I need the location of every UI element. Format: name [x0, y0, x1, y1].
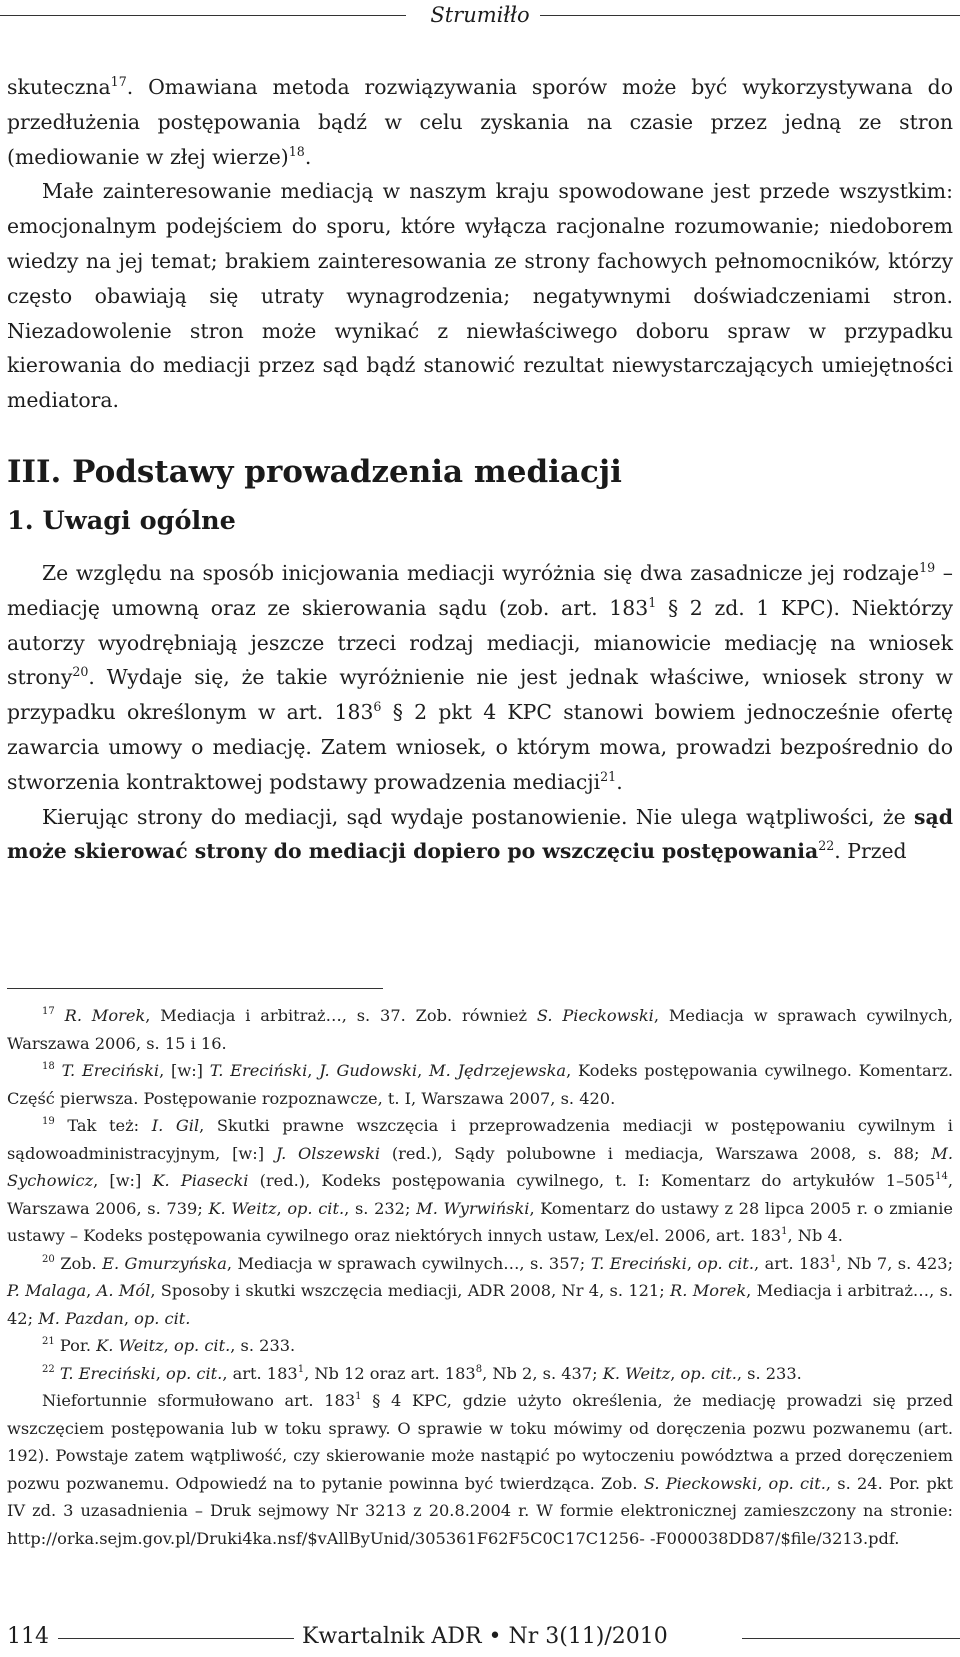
author: K. Weitz [602, 1363, 671, 1383]
text-span: § 4 KPC, gdzie użyto określenia, że mediację prowadzi się przed wszczęciem postępowania lub w toku sprawy. O sprawie w toku mówimy od doręczenia pozwu pozwanemu (art. 192). Powstaje zatem wątpliwość, czy skierowanie może nastąpić po wytoczeniu powództwa a przed doręczeniem pozwu pozwanemu. Odpowiedź na to pytanie powinna być twierdząca. Zob. [7, 1391, 953, 1493]
footnote-20 [7, 1250, 953, 1333]
text-span: . [616, 769, 623, 794]
footnote-number: 22 [42, 1363, 55, 1375]
text-span: Ze względu na sposób inicjowania mediacji wyróżnia się dwa zasadnicze jej rodzaje [42, 560, 920, 585]
citation-abbrev: op. cit. [680, 1363, 737, 1383]
text-span: § 2 zd. 1 KPC). Niektórzy autorzy wyodrębniają jeszcze trzeci rodzaj mediacji, mianowicie mediację na wniosek strony [7, 595, 953, 690]
running-header [0, 0, 960, 30]
text-span: , [w:] [93, 1171, 153, 1190]
footnote-ref-21: 21 [600, 768, 617, 784]
text-span: Zob. [60, 1253, 103, 1273]
author: R. Morek [64, 1006, 146, 1025]
superscript: 8 [475, 1363, 483, 1375]
author: A. Mól [96, 1281, 151, 1300]
author: J. Olszewski [275, 1143, 381, 1163]
section-heading: III. Podstawy prowadzenia mediacji [7, 453, 622, 490]
text-span: . [894, 1528, 900, 1548]
footnote-number: 19 [42, 1116, 55, 1128]
author: K. Weitz [208, 1198, 277, 1218]
paragraph-2: Małe zainteresowanie mediacją w naszym kraju spowodowane jest przede wszystkim: emocjonalnym podejściem do sporu, które wyłącza racjonalne rozumowanie; niedoborem wiedzy na jej temat; brakiem zainteresowania ze strony fachowych pełnomocników, którzy często obawiają się utraty wynagrodzenia; negatywnymi doświadczeniami stron. Niezadowolenie stron może wynikać z niewłaściwego doboru spraw w przypadku kierowania do mediacji przez sąd bądź stanowić rezultat niewystarczających umiejętności mediatora. [7, 179, 953, 413]
author: T. Ereciński [61, 1061, 160, 1080]
author: E. Gmurzyńska [102, 1253, 227, 1273]
text-span: , Skutki prawne wszczęcia i przeprowadzenia mediacji w postępowaniu cywilnym i sądowoadministracyjnym, [w:] [7, 1116, 953, 1163]
text-span: . Omawiana metoda rozwiązywania sporów może być wykorzystywana do przedłużenia postępowania bądź w celu zyskania na czasie przez jedną ze stron (mediowanie w złej wierze) [7, 75, 953, 169]
author: M. Wyrwiński [416, 1198, 530, 1218]
paragraph-1 [7, 70, 953, 174]
text-span: , Mediacja i arbitraż…, s. 37. Zob. również [145, 1006, 537, 1025]
footnote-ref-17: 17 [110, 73, 127, 89]
paragraph-4 [7, 800, 953, 870]
text-span: (red.), Kodeks postępowania cywilnego, t. I: Komentarz do artykułów 1–505 [248, 1171, 936, 1190]
author: S. Pieckowski [536, 1006, 654, 1025]
bold-text: sąd może skierować strony do mediacji dopiero po wszczęciu postępowania [7, 804, 953, 864]
author: M. Jędrzejewska [429, 1061, 567, 1080]
text-span: , Nb 7, s. 423; [836, 1253, 954, 1273]
text-span: , art. 183 [754, 1253, 830, 1273]
citation-abbrev: op. cit. [134, 1308, 191, 1328]
author: S. Pieckowski [643, 1473, 758, 1493]
superscript: 1 [648, 594, 657, 610]
text-span: , [123, 1308, 135, 1328]
running-header-title: Strumiłło [430, 3, 530, 27]
text-span: (red.), Sądy polubowne i mediacja, Warszawa 2008, s. 88; [380, 1143, 932, 1163]
footnotes [7, 1002, 953, 1552]
citation-abbrev: op. cit. [697, 1253, 754, 1273]
text-span: Por. [59, 1336, 97, 1355]
footnote-ref-19: 19 [919, 559, 936, 575]
text-span: , [163, 1336, 174, 1355]
footnote-19 [7, 1112, 953, 1250]
text-span: , [417, 1061, 430, 1080]
journal-title: Kwartalnik ADR • Nr 3(11)/2010 [302, 1624, 668, 1649]
text-span: , Komentarz do ustawy z 28 lipca 2005 r. o zmianie ustawy – Kodeks postępowania cywilnego oraz niektórych innych ustaw, Lex/el. 2006, art. 183 [7, 1198, 953, 1245]
citation-abbrev: op. cit. [768, 1473, 826, 1493]
text-span: , s. 233. [230, 1336, 296, 1355]
footnote-number: 20 [42, 1253, 55, 1265]
footnote-18 [7, 1057, 953, 1112]
citation-abbrev: op. cit. [166, 1363, 223, 1383]
text-span: , Mediacja w sprawach cywilnych…, s. 357; [226, 1253, 591, 1273]
text-span: , [w:] [159, 1061, 210, 1080]
footnote-21 [7, 1332, 953, 1360]
footer-rule-right [742, 1638, 960, 1639]
text-span: Tak też: [67, 1116, 152, 1135]
text-span: , s. 233. [736, 1363, 802, 1383]
text-span: § 2 pkt 4 KPC stanowi bowiem jednocześnie ofertę zawarcia umowy o mediację. Zatem wniosek, o którym mowa, prowadzi bezpośrednio do stworzenia kontraktowej podstawy prowadzenia mediacji [7, 700, 953, 794]
footnote-number: 18 [42, 1061, 55, 1073]
footnote-ref-18: 18 [288, 143, 305, 159]
author: M. Sychowicz [7, 1143, 953, 1190]
text-span: , s. 232; [344, 1198, 417, 1218]
author: M. Pazdan [38, 1308, 124, 1328]
document-url-continued: -F000038DD87/$file/3213.pdf [649, 1528, 895, 1548]
text-span: , [757, 1473, 769, 1493]
footnote-ref-20: 20 [72, 664, 89, 680]
header-rule-right [540, 15, 960, 16]
text-span: , Nb 2, s. 437; [482, 1363, 603, 1383]
author: K. Piasecki [152, 1171, 249, 1190]
subsection-heading: 1. Uwagi ogólne [7, 505, 236, 536]
text-span: Niefortunnie sformułowano art. 183 [42, 1391, 356, 1410]
text-span: Kierując strony do mediacji, sąd wydaje postanowienie. Nie ulega wątpliwości, że [42, 804, 915, 829]
text-span: , Mediacja w sprawach cywilnych, Warszawa 2006, s. 15 i 16. [7, 1006, 953, 1053]
citation-abbrev: op. cit. [287, 1198, 345, 1218]
superscript: 1 [297, 1363, 305, 1375]
author: T. Ereciński [59, 1363, 156, 1383]
citation-abbrev: op. cit. [173, 1336, 231, 1355]
page-number: 114 [7, 1624, 49, 1649]
text-span: , Nb 4. [787, 1226, 843, 1245]
footnote-17 [7, 1002, 953, 1057]
text-span: , s. 24. Por. pkt IV zd. 3 uzasadnienia – Druk sejmowy Nr 3213 z 20.8.2004 r. W formie elektronicznej zamieszczony na stronie: [7, 1473, 953, 1520]
document-url: http://orka.sejm.gov.pl/Druki4ka.nsf/$vAllByUnid/305361F62F5C0C17C1256- [7, 1528, 645, 1548]
text-span: , Sposoby i skutki wszczęcia mediacji, ADR 2008, Nr 4, s. 121; [150, 1281, 671, 1300]
footer-rule-left [58, 1638, 294, 1639]
text-span: , Kodeks postępowania cywilnego. Komentarz. Część pierwsza. Postępowanie rozpoznawcze, t. I, Warszawa 2007, s. 420. [7, 1061, 954, 1108]
superscript: 1 [781, 1226, 788, 1238]
text-span: , [307, 1061, 320, 1080]
page-footer [0, 1622, 960, 1652]
author: T. Ereciński [590, 1253, 687, 1273]
text-span: , [670, 1363, 681, 1383]
text-span: – mediację umowną oraz ze skierowania sądu (zob. art. 183 [7, 560, 953, 620]
text-span: , Nb 12 oraz art. 183 [304, 1363, 476, 1383]
superscript: 6 [373, 699, 382, 715]
text-span: , [276, 1198, 288, 1218]
text-span: , [155, 1363, 167, 1383]
text-span: , [86, 1281, 97, 1300]
author: T. Ereciński [209, 1061, 308, 1080]
paragraph-3 [7, 556, 953, 800]
author: P. Malaga [7, 1281, 87, 1300]
author: I. Gil [151, 1116, 200, 1135]
author: K. Weitz [96, 1336, 164, 1355]
text-span: . [304, 144, 312, 169]
author: J. Gudowski [319, 1061, 418, 1080]
text-span: , [686, 1253, 698, 1273]
superscript: 1 [829, 1253, 837, 1265]
text-span: , Warszawa 2006, s. 739; [7, 1171, 953, 1218]
footnote-22-continuation [7, 1387, 953, 1552]
footnote-rule [7, 988, 383, 989]
text-span: , Mediacja i arbitraż…, s. 42; [7, 1281, 954, 1328]
footnote-ref-22: 22 [818, 838, 835, 854]
text-span: skuteczna [7, 75, 111, 99]
text-span: . Wydaje się, że takie wyróżnienie nie jest jednak właściwe, wniosek strony w przypadku określonym w art. 183 [7, 665, 953, 725]
text-span: , art. 183 [222, 1363, 298, 1383]
main-text [7, 70, 953, 869]
author: R. Morek [670, 1281, 747, 1300]
footnote-22 [7, 1360, 953, 1388]
footnote-number: 17 [42, 1006, 55, 1018]
text-span: . Przed [834, 839, 907, 864]
footnote-number: 21 [42, 1336, 55, 1348]
superscript: 14 [935, 1171, 948, 1183]
superscript: 1 [355, 1391, 362, 1403]
